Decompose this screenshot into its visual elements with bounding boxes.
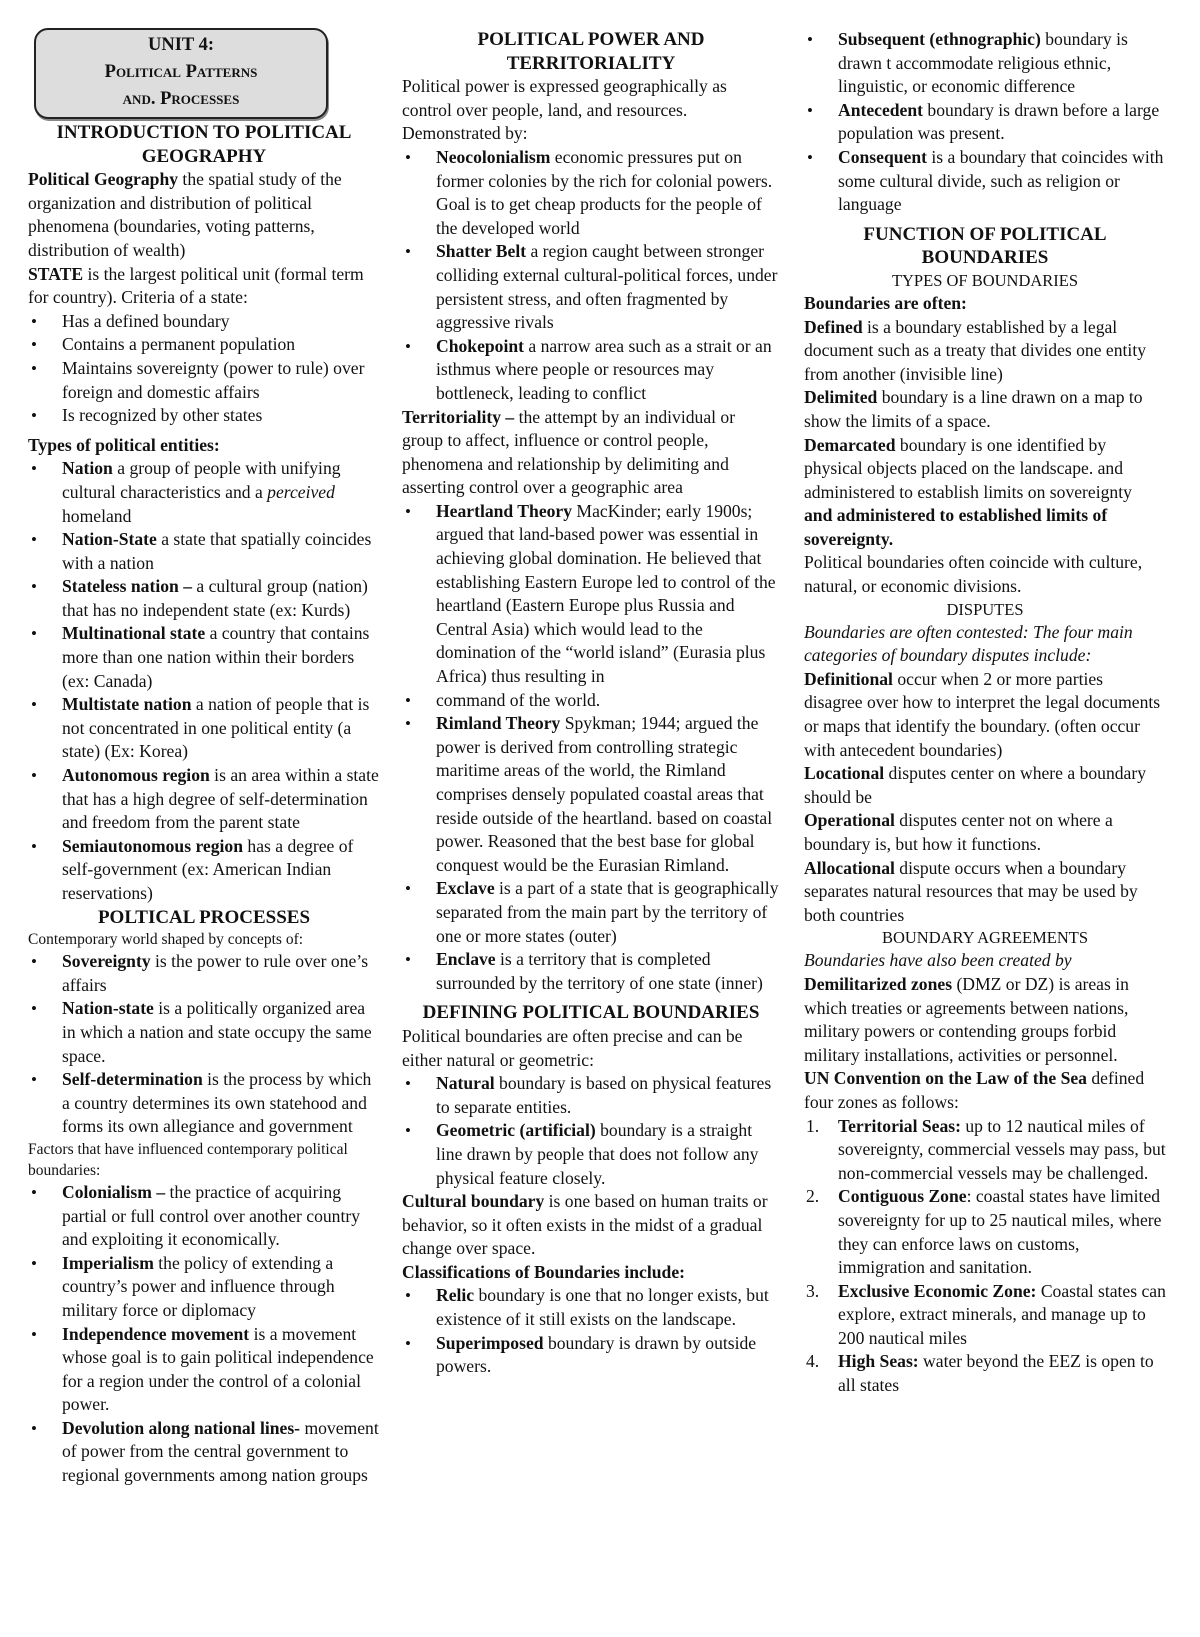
definition-text: a group of people with unifying cultural characteristics and a — [62, 458, 341, 502]
subsection-heading: TYPES OF BOUNDARIES — [891, 270, 1079, 290]
list-item — [402, 712, 780, 877]
term: Consequent — [838, 146, 927, 167]
list-number: 3. — [806, 1280, 820, 1301]
definition-text: the policy of extending a country’s power and influence through military force or diplomacy — [62, 1252, 335, 1320]
term: Natural — [436, 1073, 495, 1094]
definition-text: the attempt by an individual or group to affect, influence or control people, phenomena and relationship by delimiting and asserting control over a geographic area — [402, 406, 736, 498]
subheading-text: Classifications of Boundaries include: — [402, 1261, 685, 1282]
list-item — [28, 950, 380, 997]
factors-list — [28, 1181, 380, 1488]
list-item — [28, 835, 380, 906]
criteria-list — [28, 310, 380, 428]
term: Political Geography — [28, 169, 179, 190]
definition-text: dispute occurs when a boundary separates natural resources that may be used by both countries — [804, 857, 1138, 925]
list-item — [28, 622, 380, 693]
definition — [28, 263, 380, 310]
term: Colonialism – — [62, 1181, 166, 1202]
column-1 — [28, 28, 380, 1488]
list-item — [28, 764, 380, 835]
list-item — [402, 1332, 780, 1379]
subheading — [28, 434, 380, 458]
term: Subsequent (ethnographic) — [838, 29, 1041, 49]
term: Territoriality – — [402, 406, 515, 427]
definition-text: command of the world. — [436, 689, 601, 710]
subheading — [402, 1261, 780, 1285]
list-item — [28, 1252, 380, 1323]
term: Antecedent — [838, 99, 924, 120]
term: Superimposed — [436, 1332, 544, 1353]
emphasis-text — [804, 504, 1166, 551]
list-item — [804, 146, 1166, 217]
definition-text: (DMZ or DZ) is areas in which treaties or agreements between nations, military powers or contending groups forbid military installations, activities or personnel. — [804, 973, 1129, 1065]
list-item — [402, 689, 780, 713]
term: Multistate nation — [62, 694, 192, 715]
processes-list — [28, 950, 380, 1139]
definition-text: water beyond the EEZ is open to all states — [838, 1351, 1154, 1396]
term: Chokepoint — [436, 335, 524, 356]
subheading-text: Boundaries are often: — [804, 292, 967, 313]
definition-text: Spykman; 1944; argued the power is derived from controlling strategic maritime areas of the world, the Rimland comprises densely populated coastal areas that reside outside of the heartland. based on coastal power. Reasoned that the best base for global conquest would be the Eurasian Rimland. — [436, 713, 773, 875]
column-3 — [804, 28, 1166, 1398]
definition-text: is a politically organized area in which a nation and state occupy the same space. — [62, 998, 372, 1066]
section-heading: POLITICAL POWER AND TERRITORIALITY — [477, 29, 705, 74]
definition-text: boundary is one that no longer exists, but existence of it still exists on the landscape. — [436, 1285, 769, 1330]
definition-text: a state that spatially coincides with a nation — [62, 529, 372, 573]
definition-text: movement of power from the central government to regional governments among nation groups — [62, 1417, 379, 1486]
intro-text: Factors that have influenced contemporary political boundaries: — [28, 1140, 348, 1179]
term: Exclusive Economic Zone: — [838, 1280, 1037, 1301]
section-heading: INTRODUCTION TO POLITICAL GEOGRAPHY — [56, 122, 352, 167]
paragraph: Political boundaries often coincide with culture, natural, or economic divisions. — [804, 552, 1143, 597]
definition-text: MacKinder; early 1900s; argued that land-based power was essential in achieving global domination. He believed that establishing Eastern Europe led to control of the heartland (Eastern Europe plus Russia and Central Asia) which would lead to the domination of the “world island” (Eurasia plus Africa) thus resulting in — [436, 500, 776, 687]
term: Nation — [62, 458, 113, 479]
definition-text: boundary is drawn by outside powers. — [436, 1332, 757, 1377]
term: Heartland Theory — [436, 500, 573, 521]
definition-text: up to 12 nautical miles of sovereignty, commercial vessels may pass, but non-commercial vessels may be challenged. — [838, 1115, 1166, 1183]
unit-title-line: Political Patterns — [104, 62, 258, 82]
list-item — [402, 1119, 780, 1190]
definition-text: homeland — [62, 505, 132, 526]
term: UN Convention on the Law of the Sea — [804, 1068, 1087, 1089]
definition-text: a country that contains more than one nation within their borders (ex: Canada) — [62, 623, 370, 691]
term: Nation-State — [62, 529, 157, 550]
list-item — [28, 528, 380, 575]
definition-text: boundary is drawn t accommodate religious ethnic, linguistic, or economic difference — [838, 29, 1128, 97]
term: Imperialism — [62, 1252, 154, 1273]
list-item — [28, 1181, 380, 1252]
definition-text: disputes center not on where a boundary is, but how it functions. — [804, 810, 1113, 854]
list-item — [804, 28, 1166, 99]
bold-text: and administered to established limits of sovereignty. — [804, 505, 1108, 549]
list-item — [28, 1323, 380, 1417]
definition-text: perceived — [267, 481, 335, 502]
definition — [804, 973, 1166, 1067]
intro-text: Political boundaries are often precise and can be either natural or geometric: — [402, 1025, 743, 1070]
list-item — [28, 693, 380, 764]
definition-text: has a degree of self-government (ex: American Indian reservations) — [62, 835, 354, 903]
definition — [804, 1067, 1166, 1114]
list-item — [28, 997, 380, 1068]
definition — [804, 668, 1166, 762]
definition — [804, 434, 1166, 505]
definition-text: is the largest political unit (formal term for country). Criteria of a state: — [28, 263, 364, 308]
definition-text: is the power to rule over one’s affairs — [62, 951, 369, 995]
definition-text: is an area within a state that has a high degree of self-determination and freedom from the parent state — [62, 765, 379, 833]
list-item — [402, 948, 780, 995]
list-item — [28, 1068, 380, 1139]
term: Contiguous Zone — [838, 1186, 967, 1207]
definition — [804, 762, 1166, 809]
theories-list — [402, 500, 780, 995]
list-item — [804, 1185, 1166, 1279]
list-item — [402, 146, 780, 240]
definition-text: disputes center on where a boundary should be — [804, 763, 1147, 807]
term: Delimited — [804, 387, 878, 408]
term: Autonomous region — [62, 765, 210, 786]
list-item — [402, 1072, 780, 1119]
definition-text: is the process by which a country determines its own statehood and forms its own allegiance and government — [62, 1069, 372, 1137]
list-number: 2. — [806, 1186, 820, 1207]
term: Enclave — [436, 949, 496, 970]
classification-list-continued — [804, 28, 1166, 217]
definition — [804, 809, 1166, 856]
definition-text: : coastal states have limited sovereignty for up to 25 nautical miles, where they can enforce laws on customs, immigration and sanitation. — [838, 1186, 1162, 1278]
intro-text: Political power is expressed geographically as control over people, land, and resources. Demonstrated by: — [402, 76, 727, 144]
classification-list — [402, 1284, 780, 1378]
definition-text: defined four zones as follows: — [804, 1068, 1145, 1112]
column-2 — [402, 28, 780, 1379]
term: Independence movement — [62, 1323, 250, 1344]
term: Relic — [436, 1285, 475, 1306]
list-item — [402, 500, 780, 689]
definition — [402, 406, 780, 500]
definition-text: is a part of a state that is geographically separated from the main part by the territory of one or more states (outer) — [436, 878, 779, 946]
definition-text: is a boundary established by a legal document such as a treaty that divides one entity from another (invisible line) — [804, 316, 1147, 384]
list-item — [28, 457, 380, 528]
term: Self-determination — [62, 1069, 203, 1090]
term: Operational — [804, 810, 895, 831]
unit-title-line: and. Processes — [122, 89, 240, 109]
term: Locational — [804, 763, 885, 784]
term: Stateless nation – — [62, 576, 193, 597]
list-item — [804, 1350, 1166, 1397]
term: Demilitarized zones — [804, 973, 953, 994]
zones-list — [804, 1115, 1166, 1398]
list-item — [402, 1284, 780, 1331]
definition-text: a cultural group (nation) that has no independent state (ex: Kurds) — [62, 576, 368, 620]
term: Cultural boundary — [402, 1191, 545, 1212]
list-item — [402, 240, 780, 334]
definition-text: is one based on human traits or behavior, so it often exists in the midst of a gradual change over space. — [402, 1191, 768, 1259]
term: Defined — [804, 316, 863, 337]
definition-text: occur when 2 or more parties disagree over how to interpret the legal documents or maps that identify the boundary. (often occur with antecedent boundaries) — [804, 668, 1161, 760]
term: Definitional — [804, 668, 893, 689]
term: High Seas: — [838, 1351, 919, 1372]
term: Exclave — [436, 878, 495, 899]
term: STATE — [28, 263, 84, 284]
definition-text: is a territory that is completed surrounded by the territory of one state (inner) — [436, 949, 763, 993]
definition-text: is a boundary that coincides with some cultural divide, such as religion or language — [838, 146, 1164, 215]
list-item — [402, 335, 780, 406]
definition — [402, 1190, 780, 1261]
list-item: • Contains a permanent population — [28, 333, 380, 357]
term: Demarcated — [804, 434, 896, 455]
term: Rimland Theory — [436, 713, 561, 734]
list-item — [804, 1115, 1166, 1186]
list-item — [402, 877, 780, 948]
term: Sovereignty — [62, 951, 151, 972]
list-item: • Has a defined boundary — [28, 310, 380, 334]
term: Nation-state — [62, 998, 154, 1019]
intro-text: Contemporary world shaped by concepts of: — [28, 931, 304, 949]
section-heading: FUNCTION OF POLITICAL BOUNDARIES — [863, 223, 1107, 269]
term: Devolution along national lines- — [62, 1417, 301, 1438]
term: Territorial Seas: — [838, 1115, 961, 1136]
list-number: 1. — [806, 1115, 820, 1136]
list-number: 4. — [806, 1351, 820, 1372]
term: Shatter Belt — [436, 241, 527, 262]
section-heading: DEFINING POLITICAL BOUNDARIES — [422, 1002, 760, 1024]
term: Multinational state — [62, 623, 206, 644]
definition-text: a nation of people that is not concentrated in one political entity (a state) (Ex: Korea) — [62, 694, 370, 762]
definition — [804, 386, 1166, 433]
definition-text: boundary is a line drawn on a map to show the limits of a space. — [804, 387, 1143, 431]
definition-text: the spatial study of the organization and distribution of political phenomena (boundaries, voting patterns, distribution of wealth) — [28, 169, 342, 260]
definition-text: boundary is a straight line drawn by people that does not follow any physical feature closely. — [436, 1120, 759, 1188]
subsection-heading: DISPUTES — [946, 599, 1024, 619]
list-item — [804, 99, 1166, 146]
section-heading: POLTICAL PROCESSES — [97, 906, 311, 928]
term: Neocolonialism — [436, 146, 551, 167]
intro-text: Boundaries are often contested: The four main categories of boundary disputes include: — [804, 621, 1133, 666]
definition-text: is a movement whose goal is to gain political independence for a region under the control of a colonial power. — [62, 1323, 374, 1415]
boundary-kind-list — [402, 1072, 780, 1190]
entities-list — [28, 457, 380, 905]
term: Geometric (artificial) — [436, 1120, 596, 1141]
subheading — [804, 292, 1166, 316]
definition-text: boundary is drawn before a large population was present. — [838, 99, 1160, 144]
unit-number: UNIT 4: — [148, 35, 214, 55]
definition-text: economic pressures put on former colonies by the rich for colonial powers. Goal is to get cheap products for the people of the developed world — [436, 146, 773, 238]
definition — [804, 857, 1166, 928]
definition-text: a narrow area such as a strait or an isthmus where people or resources may bottleneck, leading to conflict — [436, 335, 772, 403]
intro-text: Boundaries have also been created by — [804, 950, 1072, 971]
power-list — [402, 146, 780, 406]
unit-title-box — [34, 28, 328, 119]
term: Semiautonomous region — [62, 835, 244, 856]
definition-text: Coastal states can explore, extract minerals, and manage up to 200 nautical miles — [838, 1280, 1166, 1348]
term: Allocational — [804, 857, 895, 878]
subheading-text: Types of political entities: — [28, 434, 220, 455]
definition-text: the practice of acquiring partial or full control over another country and exploiting it economically. — [62, 1181, 361, 1250]
list-item: • Is recognized by other states — [28, 404, 380, 428]
definition — [28, 168, 380, 262]
definition-text: boundary is one identified by physical objects placed on the landscape. and administered to establish limits on sovereignty — [804, 434, 1132, 502]
list-item — [28, 575, 380, 622]
definition-text: a region caught between stronger colliding external cultural-political forces, under persistent stress, and often fragmented by aggressive rivals — [436, 241, 778, 333]
list-item: • Maintains sovereignty (power to rule) over foreign and domestic affairs — [28, 357, 380, 404]
definition-text: boundary is based on physical features to separate entities. — [436, 1073, 772, 1117]
definition — [804, 316, 1166, 387]
subsection-heading: BOUNDARY AGREEMENTS — [881, 928, 1089, 948]
list-item — [804, 1280, 1166, 1351]
list-item — [28, 1417, 380, 1488]
